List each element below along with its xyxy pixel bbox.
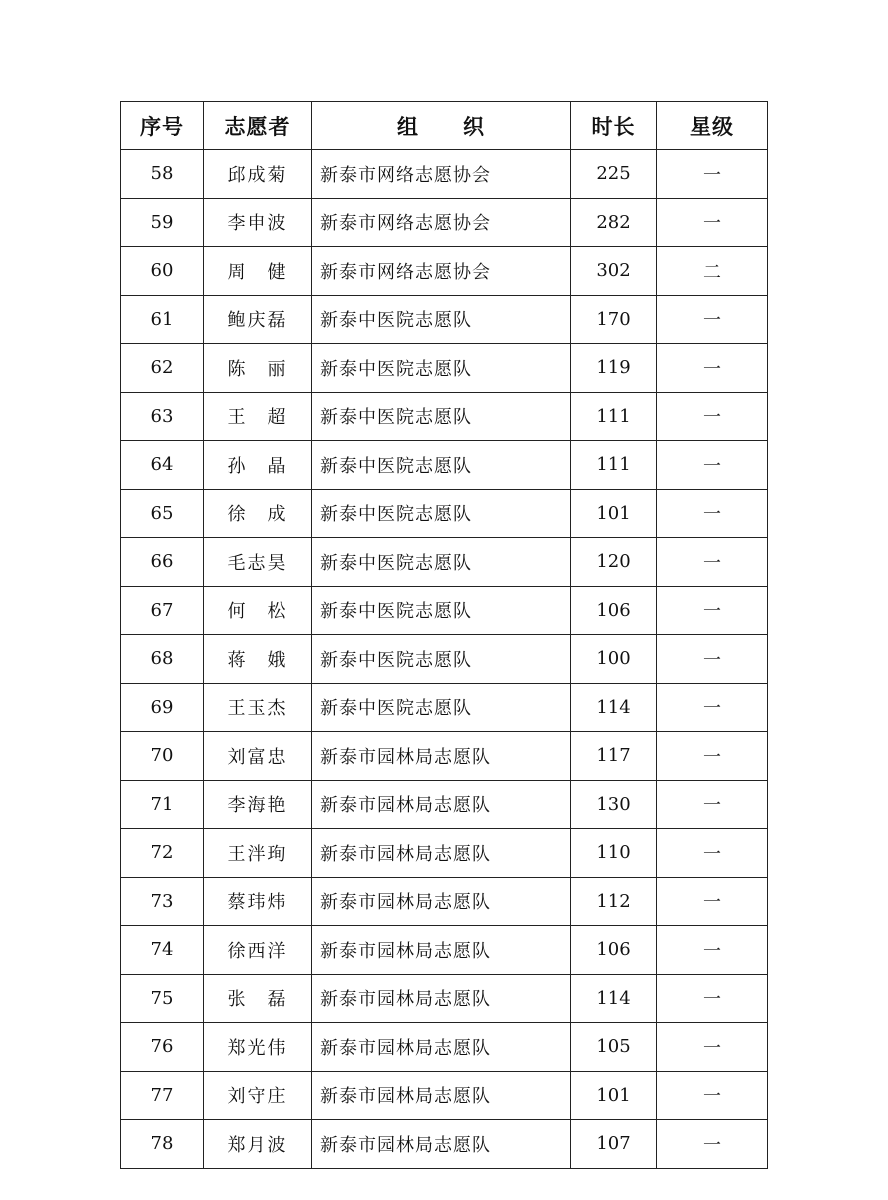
cell-org: 新泰市园林局志愿队 (312, 732, 571, 781)
cell-star: 一 (657, 1023, 768, 1072)
cell-no: 60 (121, 247, 204, 296)
header-star: 星级 (657, 102, 768, 150)
cell-star: 一 (657, 344, 768, 393)
table-row (121, 586, 768, 635)
cell-no: 71 (121, 780, 204, 829)
cell-org: 新泰中医院志愿队 (312, 392, 571, 441)
cell-name: 蔡玮炜 (204, 877, 312, 926)
cell-star: 一 (657, 538, 768, 587)
cell-org: 新泰市园林局志愿队 (312, 780, 571, 829)
cell-org: 新泰中医院志愿队 (312, 635, 571, 684)
cell-hours: 282 (571, 198, 657, 247)
cell-hours: 106 (571, 586, 657, 635)
cell-name: 徐 成 (204, 489, 312, 538)
table-row (121, 1071, 768, 1120)
cell-no: 68 (121, 635, 204, 684)
cell-org: 新泰中医院志愿队 (312, 344, 571, 393)
cell-hours: 110 (571, 829, 657, 878)
cell-star: 一 (657, 780, 768, 829)
cell-org: 新泰中医院志愿队 (312, 441, 571, 490)
cell-org: 新泰市园林局志愿队 (312, 974, 571, 1023)
cell-org: 新泰市网络志愿协会 (312, 150, 571, 199)
cell-org: 新泰市网络志愿协会 (312, 198, 571, 247)
cell-no: 63 (121, 392, 204, 441)
cell-star: 一 (657, 926, 768, 975)
table-row (121, 150, 768, 199)
table-row (121, 683, 768, 732)
cell-star: 一 (657, 198, 768, 247)
cell-org: 新泰市园林局志愿队 (312, 1120, 571, 1169)
cell-no: 61 (121, 295, 204, 344)
cell-hours: 302 (571, 247, 657, 296)
table-row (121, 198, 768, 247)
cell-no: 72 (121, 829, 204, 878)
cell-org: 新泰市园林局志愿队 (312, 1023, 571, 1072)
cell-name: 孙 晶 (204, 441, 312, 490)
cell-no: 62 (121, 344, 204, 393)
header-row (121, 102, 768, 150)
cell-star: 一 (657, 829, 768, 878)
cell-org: 新泰中医院志愿队 (312, 586, 571, 635)
table-row (121, 392, 768, 441)
cell-org: 新泰中医院志愿队 (312, 295, 571, 344)
cell-name: 蒋 娥 (204, 635, 312, 684)
cell-no: 67 (121, 586, 204, 635)
cell-name: 徐西洋 (204, 926, 312, 975)
cell-hours: 111 (571, 392, 657, 441)
cell-no: 69 (121, 683, 204, 732)
cell-star: 一 (657, 732, 768, 781)
header-org: 组 织 (312, 102, 571, 150)
cell-star: 一 (657, 635, 768, 684)
cell-hours: 105 (571, 1023, 657, 1072)
cell-name: 王玉杰 (204, 683, 312, 732)
table-row (121, 1120, 768, 1169)
cell-no: 59 (121, 198, 204, 247)
cell-no: 77 (121, 1071, 204, 1120)
cell-no: 64 (121, 441, 204, 490)
cell-hours: 101 (571, 1071, 657, 1120)
cell-star: 一 (657, 683, 768, 732)
cell-org: 新泰市园林局志愿队 (312, 877, 571, 926)
cell-no: 74 (121, 926, 204, 975)
cell-no: 70 (121, 732, 204, 781)
table-row (121, 829, 768, 878)
cell-star: 一 (657, 441, 768, 490)
table-row (121, 732, 768, 781)
cell-name: 王泮珣 (204, 829, 312, 878)
cell-hours: 114 (571, 683, 657, 732)
cell-hours: 106 (571, 926, 657, 975)
header-hours: 时长 (571, 102, 657, 150)
cell-hours: 119 (571, 344, 657, 393)
table-row (121, 344, 768, 393)
cell-hours: 170 (571, 295, 657, 344)
table-row (121, 295, 768, 344)
cell-hours: 100 (571, 635, 657, 684)
header-no: 序号 (121, 102, 204, 150)
cell-star: 一 (657, 1071, 768, 1120)
cell-no: 75 (121, 974, 204, 1023)
cell-hours: 117 (571, 732, 657, 781)
cell-no: 73 (121, 877, 204, 926)
table-row (121, 877, 768, 926)
cell-org: 新泰市园林局志愿队 (312, 829, 571, 878)
cell-name: 毛志昊 (204, 538, 312, 587)
cell-star: 一 (657, 877, 768, 926)
cell-star: 二 (657, 247, 768, 296)
cell-star: 一 (657, 974, 768, 1023)
cell-name: 何 松 (204, 586, 312, 635)
cell-no: 58 (121, 150, 204, 199)
cell-name: 郑月波 (204, 1120, 312, 1169)
cell-star: 一 (657, 150, 768, 199)
cell-org: 新泰市网络志愿协会 (312, 247, 571, 296)
cell-hours: 114 (571, 974, 657, 1023)
cell-star: 一 (657, 392, 768, 441)
cell-hours: 107 (571, 1120, 657, 1169)
table-row (121, 635, 768, 684)
cell-no: 78 (121, 1120, 204, 1169)
table-row (121, 1023, 768, 1072)
cell-hours: 111 (571, 441, 657, 490)
cell-hours: 130 (571, 780, 657, 829)
cell-org: 新泰中医院志愿队 (312, 489, 571, 538)
cell-no: 76 (121, 1023, 204, 1072)
cell-no: 65 (121, 489, 204, 538)
table-row (121, 538, 768, 587)
table-row (121, 441, 768, 490)
cell-name: 王 超 (204, 392, 312, 441)
cell-name: 周 健 (204, 247, 312, 296)
cell-name: 陈 丽 (204, 344, 312, 393)
table-row (121, 974, 768, 1023)
cell-name: 鲍庆磊 (204, 295, 312, 344)
header-name: 志愿者 (204, 102, 312, 150)
cell-name: 张 磊 (204, 974, 312, 1023)
cell-org: 新泰中医院志愿队 (312, 538, 571, 587)
cell-star: 一 (657, 489, 768, 538)
table-row (121, 926, 768, 975)
cell-star: 一 (657, 586, 768, 635)
volunteer-table (120, 101, 768, 1169)
cell-star: 一 (657, 1120, 768, 1169)
table-body (121, 150, 768, 1169)
cell-name: 郑光伟 (204, 1023, 312, 1072)
table-row (121, 489, 768, 538)
cell-star: 一 (657, 295, 768, 344)
cell-name: 刘富忠 (204, 732, 312, 781)
cell-name: 邱成菊 (204, 150, 312, 199)
table-header (121, 102, 768, 150)
cell-hours: 101 (571, 489, 657, 538)
cell-name: 李海艳 (204, 780, 312, 829)
table-row (121, 780, 768, 829)
cell-hours: 120 (571, 538, 657, 587)
cell-no: 66 (121, 538, 204, 587)
cell-org: 新泰市园林局志愿队 (312, 1071, 571, 1120)
cell-hours: 112 (571, 877, 657, 926)
table-row (121, 247, 768, 296)
cell-name: 刘守庄 (204, 1071, 312, 1120)
cell-name: 李申波 (204, 198, 312, 247)
cell-org: 新泰市园林局志愿队 (312, 926, 571, 975)
cell-hours: 225 (571, 150, 657, 199)
cell-org: 新泰中医院志愿队 (312, 683, 571, 732)
